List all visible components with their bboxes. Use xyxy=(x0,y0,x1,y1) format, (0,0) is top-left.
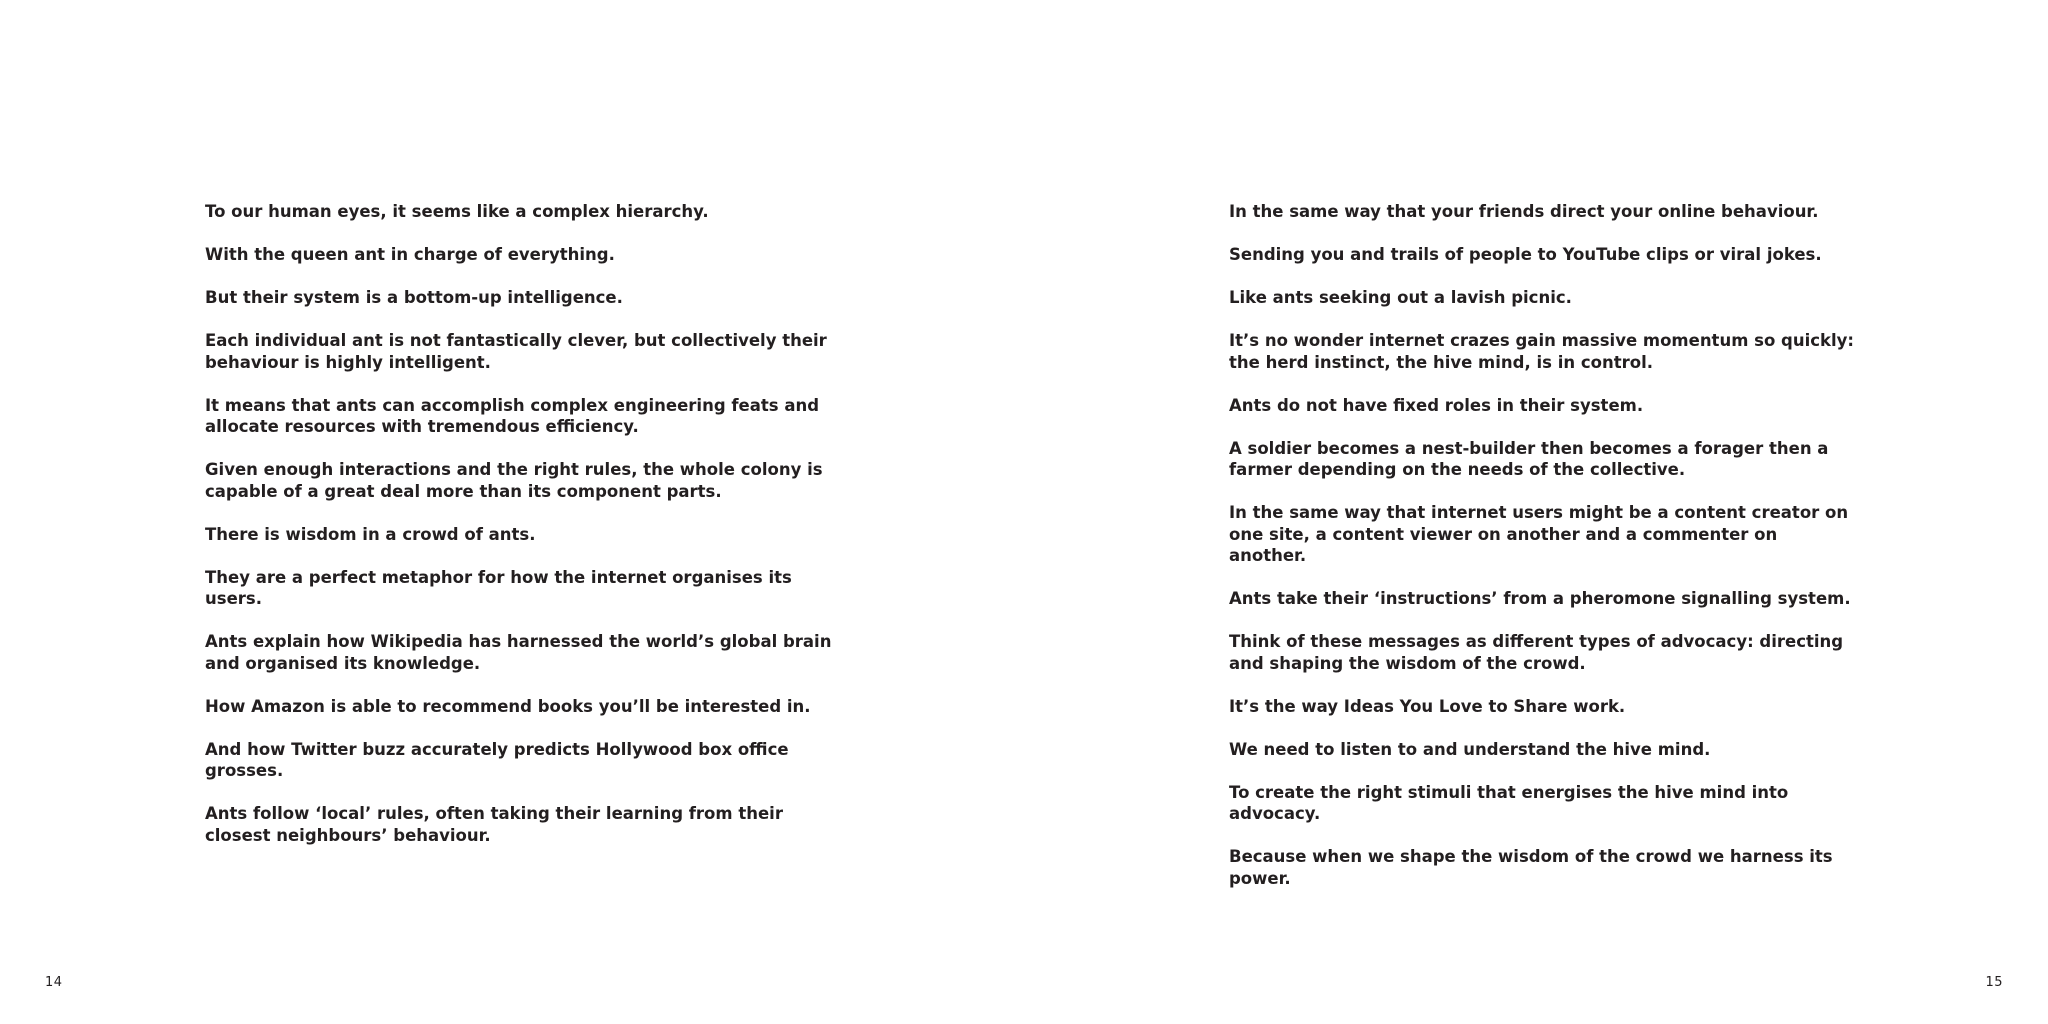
paragraph: How Amazon is able to recommend books you’ll be interested in. xyxy=(205,696,811,716)
paragraph: It’s no wonder internet crazes gain massive momentum so quickly: the herd instinct, the hive mind, is in control. xyxy=(1229,331,1855,372)
right-text-column xyxy=(1229,201,1859,911)
paragraph: We need to listen to and understand the hive mind. xyxy=(1229,739,1711,759)
paragraph: In the same way that your friends direct your online behaviour. xyxy=(1229,202,1819,221)
paragraph: Ants do not have fixed roles in their system. xyxy=(1229,395,1644,415)
paragraph: But their system is a bottom-up intelligence. xyxy=(205,288,623,307)
paragraph: Each individual ant is not fantastically clever, but collectively their behaviour is highly intelligent. xyxy=(205,331,827,372)
paragraph: To our human eyes, it seems like a complex hierarchy. xyxy=(205,202,709,221)
paragraph: There is wisdom in a crowd of ants. xyxy=(205,524,536,544)
paragraph: With the queen ant in charge of everything. xyxy=(205,245,615,264)
paragraph: Like ants seeking out a lavish picnic. xyxy=(1229,288,1572,307)
left-text-column xyxy=(205,201,835,868)
page-number-left: 14 xyxy=(45,975,63,990)
paragraph: A soldier becomes a nest-builder then becomes a forager then a farmer depending on the needs of the collective. xyxy=(1229,438,1829,479)
paragraph: Think of these messages as different types of advocacy: directing and shaping the wisdom of the crowd. xyxy=(1229,632,1844,673)
paragraph: Because when we shape the wisdom of the crowd we harness its power. xyxy=(1229,847,1833,888)
paragraph: Given enough interactions and the right rules, the whole colony is capable of a great deal more than its component parts. xyxy=(205,460,823,501)
paragraph: Ants take their ‘instructions’ from a pheromone signalling system. xyxy=(1229,589,1851,608)
paragraph: It means that ants can accomplish complex engineering feats and allocate resources with tremendous efficiency. xyxy=(205,395,820,436)
paragraph: Sending you and trails of people to YouTube clips or viral jokes. xyxy=(1229,245,1822,264)
paragraph: In the same way that internet users might be a content creator on one site, a content viewer on another and a commenter on another. xyxy=(1229,503,1849,565)
page-number-right: 15 xyxy=(1985,975,2003,990)
paragraph: Ants follow ‘local’ rules, often taking their learning from their closest neighbours’ behaviour. xyxy=(205,804,783,845)
paragraph: It’s the way Ideas You Love to Share work. xyxy=(1229,696,1626,716)
paragraph: To create the right stimuli that energises the hive mind into advocacy. xyxy=(1229,782,1789,823)
paragraph: And how Twitter buzz accurately predicts Hollywood box office grosses. xyxy=(205,739,789,780)
right-page xyxy=(1024,0,2048,1024)
paragraph: They are a perfect metaphor for how the internet organises its users. xyxy=(205,567,792,608)
paragraph: Ants explain how Wikipedia has harnessed the world’s global brain and organised its knowledge. xyxy=(205,632,832,673)
